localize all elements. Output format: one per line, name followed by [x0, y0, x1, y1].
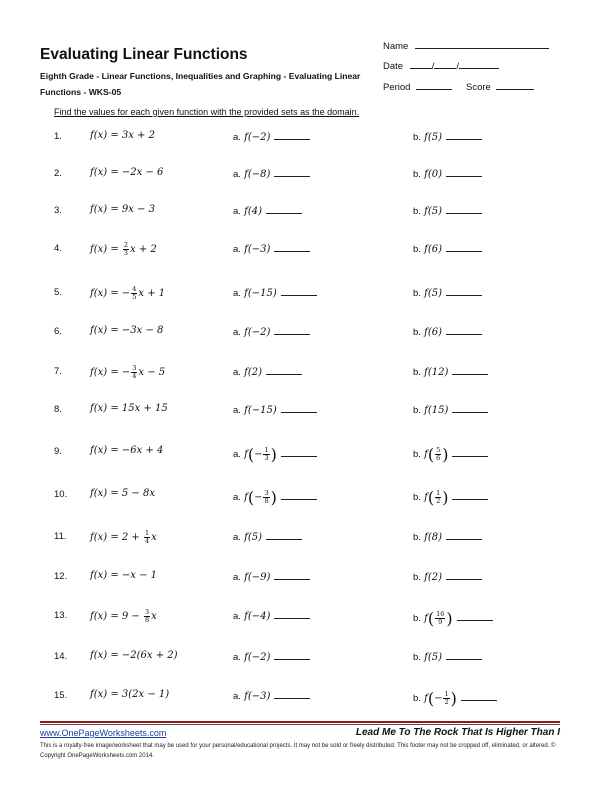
function-expression: f(x) = −x − 1 — [90, 570, 157, 581]
part-a — [233, 286, 317, 299]
answer-blank[interactable] — [274, 570, 310, 580]
part-label: b. — [413, 652, 421, 663]
close-paren: ) — [450, 689, 457, 708]
fraction-numerator: 3 — [264, 489, 269, 497]
answer-blank[interactable] — [446, 130, 482, 140]
answer-blank[interactable] — [452, 403, 488, 413]
score-label: Score — [466, 82, 491, 93]
part-a — [233, 570, 310, 583]
part-label: a. — [233, 206, 241, 217]
function-expression — [90, 286, 165, 301]
part-label: a. — [233, 244, 241, 255]
footer-divider-thin — [40, 724, 560, 725]
part-a — [233, 530, 302, 543]
answer-blank[interactable] — [274, 650, 310, 660]
coefficient-fraction — [123, 242, 129, 257]
evaluate-expression: f(8) — [424, 532, 442, 543]
part-a — [233, 130, 310, 143]
part-label: b. — [413, 244, 421, 255]
function-expression: f(x) = 5 − 8x — [90, 488, 155, 499]
part-b — [413, 403, 488, 416]
evaluate-expression: f(−2) — [244, 132, 271, 143]
open-paren: ( — [427, 488, 435, 507]
close-paren: ) — [270, 488, 277, 507]
date-month-line[interactable] — [410, 59, 432, 69]
answer-blank[interactable] — [266, 204, 302, 214]
fraction-numerator: 3 — [144, 608, 150, 616]
worksheet-subtitle: Eighth Grade - Linear Functions, Inequalities and Graphing - Evaluating Linear Functions - WKS-05 — [40, 71, 361, 97]
part-label: b. — [413, 367, 421, 378]
answer-blank[interactable] — [274, 609, 310, 619]
answer-blank[interactable] — [281, 286, 317, 296]
function-symbol: f — [424, 449, 428, 460]
part-label: b. — [413, 613, 421, 624]
evaluate-expression: f(−2) — [244, 652, 271, 663]
fraction-numerator: 3 — [132, 364, 137, 372]
input-fraction — [263, 447, 269, 462]
function-expression — [90, 365, 165, 380]
problem-number: 1. — [54, 131, 62, 142]
coefficient-fraction — [144, 609, 150, 624]
function-expression-lead: f(x) = 2 + — [90, 532, 143, 543]
part-label: a. — [233, 691, 241, 702]
answer-blank[interactable] — [446, 242, 482, 252]
function-expression: f(x) = 15x + 15 — [90, 403, 168, 414]
part-a — [233, 403, 317, 416]
part-a — [233, 325, 310, 338]
answer-blank[interactable] — [446, 286, 482, 296]
open-paren: ( — [427, 689, 435, 708]
problem-number: 13. — [54, 610, 68, 621]
input-fraction — [443, 691, 449, 706]
fraction-denominator: 3 — [264, 454, 269, 462]
fraction-denominator: 9 — [438, 618, 443, 626]
problem-number: 15. — [54, 690, 68, 701]
problem-number: 3. — [54, 205, 62, 216]
evaluate-expression: f(4) — [244, 206, 262, 217]
evaluate-expression: f(−2) — [244, 327, 271, 338]
evaluate-expression: f(5) — [424, 206, 442, 217]
input-sign: − — [254, 449, 263, 460]
evaluate-expression: f(5) — [424, 652, 442, 663]
part-a — [233, 650, 310, 663]
function-expression — [90, 530, 157, 545]
part-b — [413, 488, 488, 507]
fraction-numerator: 5 — [436, 446, 441, 454]
problem-number: 12. — [54, 571, 68, 582]
part-b — [413, 325, 482, 338]
close-paren: ) — [442, 445, 449, 464]
answer-blank[interactable] — [452, 365, 488, 375]
coefficient-fraction — [144, 530, 150, 545]
fraction-denominator: 4 — [132, 372, 137, 380]
part-label: a. — [233, 327, 241, 338]
part-b — [413, 242, 482, 255]
fraction-numerator: 16 — [436, 610, 445, 618]
date-label: Date — [383, 61, 404, 72]
evaluate-expression: f(5) — [424, 288, 442, 299]
evaluate-expression: f(6) — [424, 244, 442, 255]
fraction-numerator: 1 — [444, 690, 449, 698]
fraction-denominator: 5 — [132, 293, 137, 301]
part-b — [413, 689, 497, 708]
evaluate-expression: f(−9) — [244, 572, 271, 583]
evaluate-expression: f(12) — [424, 367, 449, 378]
answer-blank[interactable] — [446, 325, 482, 335]
answer-blank[interactable] — [266, 530, 302, 540]
fraction-denominator: 8 — [144, 616, 150, 624]
part-label: a. — [233, 169, 241, 180]
function-expression: f(x) = 3(2x − 1) — [90, 689, 170, 700]
answer-blank[interactable] — [461, 691, 497, 701]
answer-blank[interactable] — [446, 570, 482, 580]
part-a — [233, 488, 317, 507]
part-b — [413, 609, 493, 628]
part-a — [233, 689, 310, 702]
part-label: b. — [413, 327, 421, 338]
part-b — [413, 650, 482, 663]
part-label: a. — [233, 288, 241, 299]
evaluate-expression: f(−15) — [244, 288, 277, 299]
fraction-denominator: 2 — [444, 698, 449, 706]
part-label: a. — [233, 405, 241, 416]
close-paren: ) — [270, 445, 277, 464]
fraction-denominator: 2 — [436, 497, 441, 505]
problem-number: 8. — [54, 404, 62, 415]
part-label: a. — [233, 492, 241, 503]
answer-blank[interactable] — [274, 242, 310, 252]
score-field[interactable] — [466, 80, 534, 93]
period-label: Period — [383, 82, 411, 93]
footer-website-link[interactable]: www.OnePageWorksheets.com — [40, 728, 167, 738]
function-symbol: f — [244, 492, 248, 503]
function-expression-tail: x − 5 — [138, 367, 166, 378]
evaluate-expression: f(2) — [424, 572, 442, 583]
function-expression: f(x) = −2x − 6 — [90, 167, 164, 178]
answer-blank[interactable] — [281, 403, 317, 413]
function-expression-lead: f(x) = 9 − — [90, 611, 143, 622]
fraction-denominator: 3 — [123, 249, 129, 257]
problem-number: 14. — [54, 651, 68, 662]
answer-blank[interactable] — [274, 167, 310, 177]
function-expression-tail: x — [151, 532, 157, 543]
worksheet-title: Evaluating Linear Functions — [40, 46, 248, 63]
part-label: b. — [413, 405, 421, 416]
answer-blank[interactable] — [274, 325, 310, 335]
part-a — [233, 242, 310, 255]
date-field[interactable] — [383, 59, 499, 72]
instructions: Find the values for each given function with the provided sets as the domain. — [54, 107, 360, 117]
evaluate-expression: f(6) — [424, 327, 442, 338]
fraction-numerator: 1 — [436, 489, 441, 497]
input-sign: − — [254, 492, 263, 503]
answer-blank[interactable] — [266, 365, 302, 375]
answer-blank[interactable] — [446, 204, 482, 214]
name-line[interactable] — [415, 39, 549, 49]
footer-copyright: This is a royalty-free image/worksheet that may be used for your personal/educational projects. It may not be sold or freely distributed. This footer may not be cropped off, eliminated, or altered. © Copyright OnePageWorksheets.com 2014. — [40, 743, 556, 759]
answer-blank[interactable] — [457, 611, 493, 621]
date-year-line[interactable] — [459, 59, 499, 69]
function-expression-lead: f(x) = − — [90, 367, 131, 378]
function-expression — [90, 242, 157, 257]
open-paren: ( — [247, 488, 255, 507]
fraction-numerator: 2 — [123, 241, 129, 249]
function-symbol: f — [244, 449, 248, 460]
part-label: a. — [233, 611, 241, 622]
evaluate-expression: f(2) — [244, 367, 262, 378]
function-expression: f(x) = 9x − 3 — [90, 204, 155, 215]
part-label: a. — [233, 367, 241, 378]
part-b — [413, 167, 482, 180]
input-fraction — [263, 490, 269, 505]
function-expression-lead: f(x) = — [90, 244, 122, 255]
answer-blank[interactable] — [446, 530, 482, 540]
coefficient-fraction — [131, 286, 137, 301]
problem-number: 11. — [54, 531, 67, 542]
part-label: a. — [233, 652, 241, 663]
input-fraction — [435, 447, 441, 462]
input-fraction — [435, 611, 445, 626]
answer-blank[interactable] — [274, 130, 310, 140]
part-label: a. — [233, 449, 241, 460]
problem-number: 5. — [54, 287, 62, 298]
function-expression — [90, 609, 157, 624]
function-expression: f(x) = 3x + 2 — [90, 130, 155, 141]
part-label: b. — [413, 169, 421, 180]
name-label: Name — [383, 41, 409, 52]
part-b — [413, 204, 482, 217]
answer-blank[interactable] — [274, 689, 310, 699]
part-b — [413, 570, 482, 583]
part-b — [413, 530, 482, 543]
answer-blank[interactable] — [281, 490, 317, 500]
part-label: b. — [413, 132, 421, 143]
answer-blank[interactable] — [446, 167, 482, 177]
close-paren: ) — [446, 609, 453, 628]
part-label: b. — [413, 532, 421, 543]
part-b — [413, 365, 488, 378]
function-expression: f(x) = −6x + 4 — [90, 445, 164, 456]
part-a — [233, 204, 302, 217]
evaluate-expression: f(−4) — [244, 611, 271, 622]
fraction-denominator: 8 — [264, 497, 269, 505]
part-b — [413, 445, 488, 464]
function-expression: f(x) = −3x − 8 — [90, 325, 164, 336]
part-label: a. — [233, 132, 241, 143]
score-line[interactable] — [496, 80, 534, 90]
period-line[interactable] — [416, 80, 452, 90]
function-expression-tail: x — [151, 611, 157, 622]
problem-number: 9. — [54, 446, 62, 457]
function-expression-tail: x + 2 — [130, 244, 157, 255]
answer-blank[interactable] — [452, 490, 488, 500]
footer-motto: Lead Me To The Rock That Is Higher Than I — [355, 727, 560, 738]
part-label: b. — [413, 572, 421, 583]
input-sign: − — [434, 693, 443, 704]
coefficient-fraction — [131, 365, 137, 380]
part-label: b. — [413, 206, 421, 217]
part-label: b. — [413, 492, 421, 503]
function-expression-tail: x + 1 — [138, 288, 166, 299]
evaluate-expression: f(−15) — [244, 405, 277, 416]
part-a — [233, 609, 310, 622]
problem-number: 7. — [54, 366, 62, 377]
fraction-numerator: 1 — [144, 529, 150, 537]
open-paren: ( — [427, 445, 435, 464]
function-expression: f(x) = −2(6x + 2) — [90, 650, 178, 661]
evaluate-expression: f(0) — [424, 169, 442, 180]
fraction-numerator: 4 — [132, 285, 137, 293]
date-separator: / — [456, 61, 459, 72]
evaluate-expression: f(−3) — [244, 244, 271, 255]
date-separator: / — [431, 61, 435, 72]
part-b — [413, 130, 482, 143]
function-symbol: f — [424, 693, 428, 704]
part-b — [413, 286, 482, 299]
evaluate-expression: f(−8) — [244, 169, 271, 180]
input-fraction — [435, 490, 441, 505]
problem-number: 4. — [54, 243, 62, 254]
evaluate-expression: f(5) — [424, 132, 442, 143]
problem-number: 6. — [54, 326, 62, 337]
evaluate-expression: f(5) — [244, 532, 262, 543]
problem-number: 10. — [54, 489, 68, 500]
evaluate-expression: f(−3) — [244, 691, 271, 702]
close-paren: ) — [442, 488, 449, 507]
evaluate-expression: f(15) — [424, 405, 449, 416]
part-label: a. — [233, 532, 241, 543]
part-label: a. — [233, 572, 241, 583]
fraction-denominator: 6 — [436, 454, 441, 462]
function-expression-lead: f(x) = − — [90, 288, 131, 299]
fraction-denominator: 4 — [144, 537, 150, 545]
footer-divider — [40, 721, 560, 723]
answer-blank[interactable] — [281, 447, 317, 457]
fraction-numerator: 1 — [264, 446, 269, 454]
part-a — [233, 445, 317, 464]
part-label: b. — [413, 449, 421, 460]
part-a — [233, 167, 310, 180]
part-label: b. — [413, 288, 421, 299]
name-field[interactable] — [383, 39, 549, 52]
part-label: b. — [413, 693, 421, 704]
answer-blank[interactable] — [452, 447, 488, 457]
problem-number: 2. — [54, 168, 62, 179]
date-day-line[interactable] — [434, 59, 456, 69]
function-symbol: f — [424, 613, 428, 624]
period-field[interactable] — [383, 80, 452, 93]
open-paren: ( — [247, 445, 255, 464]
part-a — [233, 365, 302, 378]
function-symbol: f — [424, 492, 428, 503]
open-paren: ( — [427, 609, 435, 628]
answer-blank[interactable] — [446, 650, 482, 660]
